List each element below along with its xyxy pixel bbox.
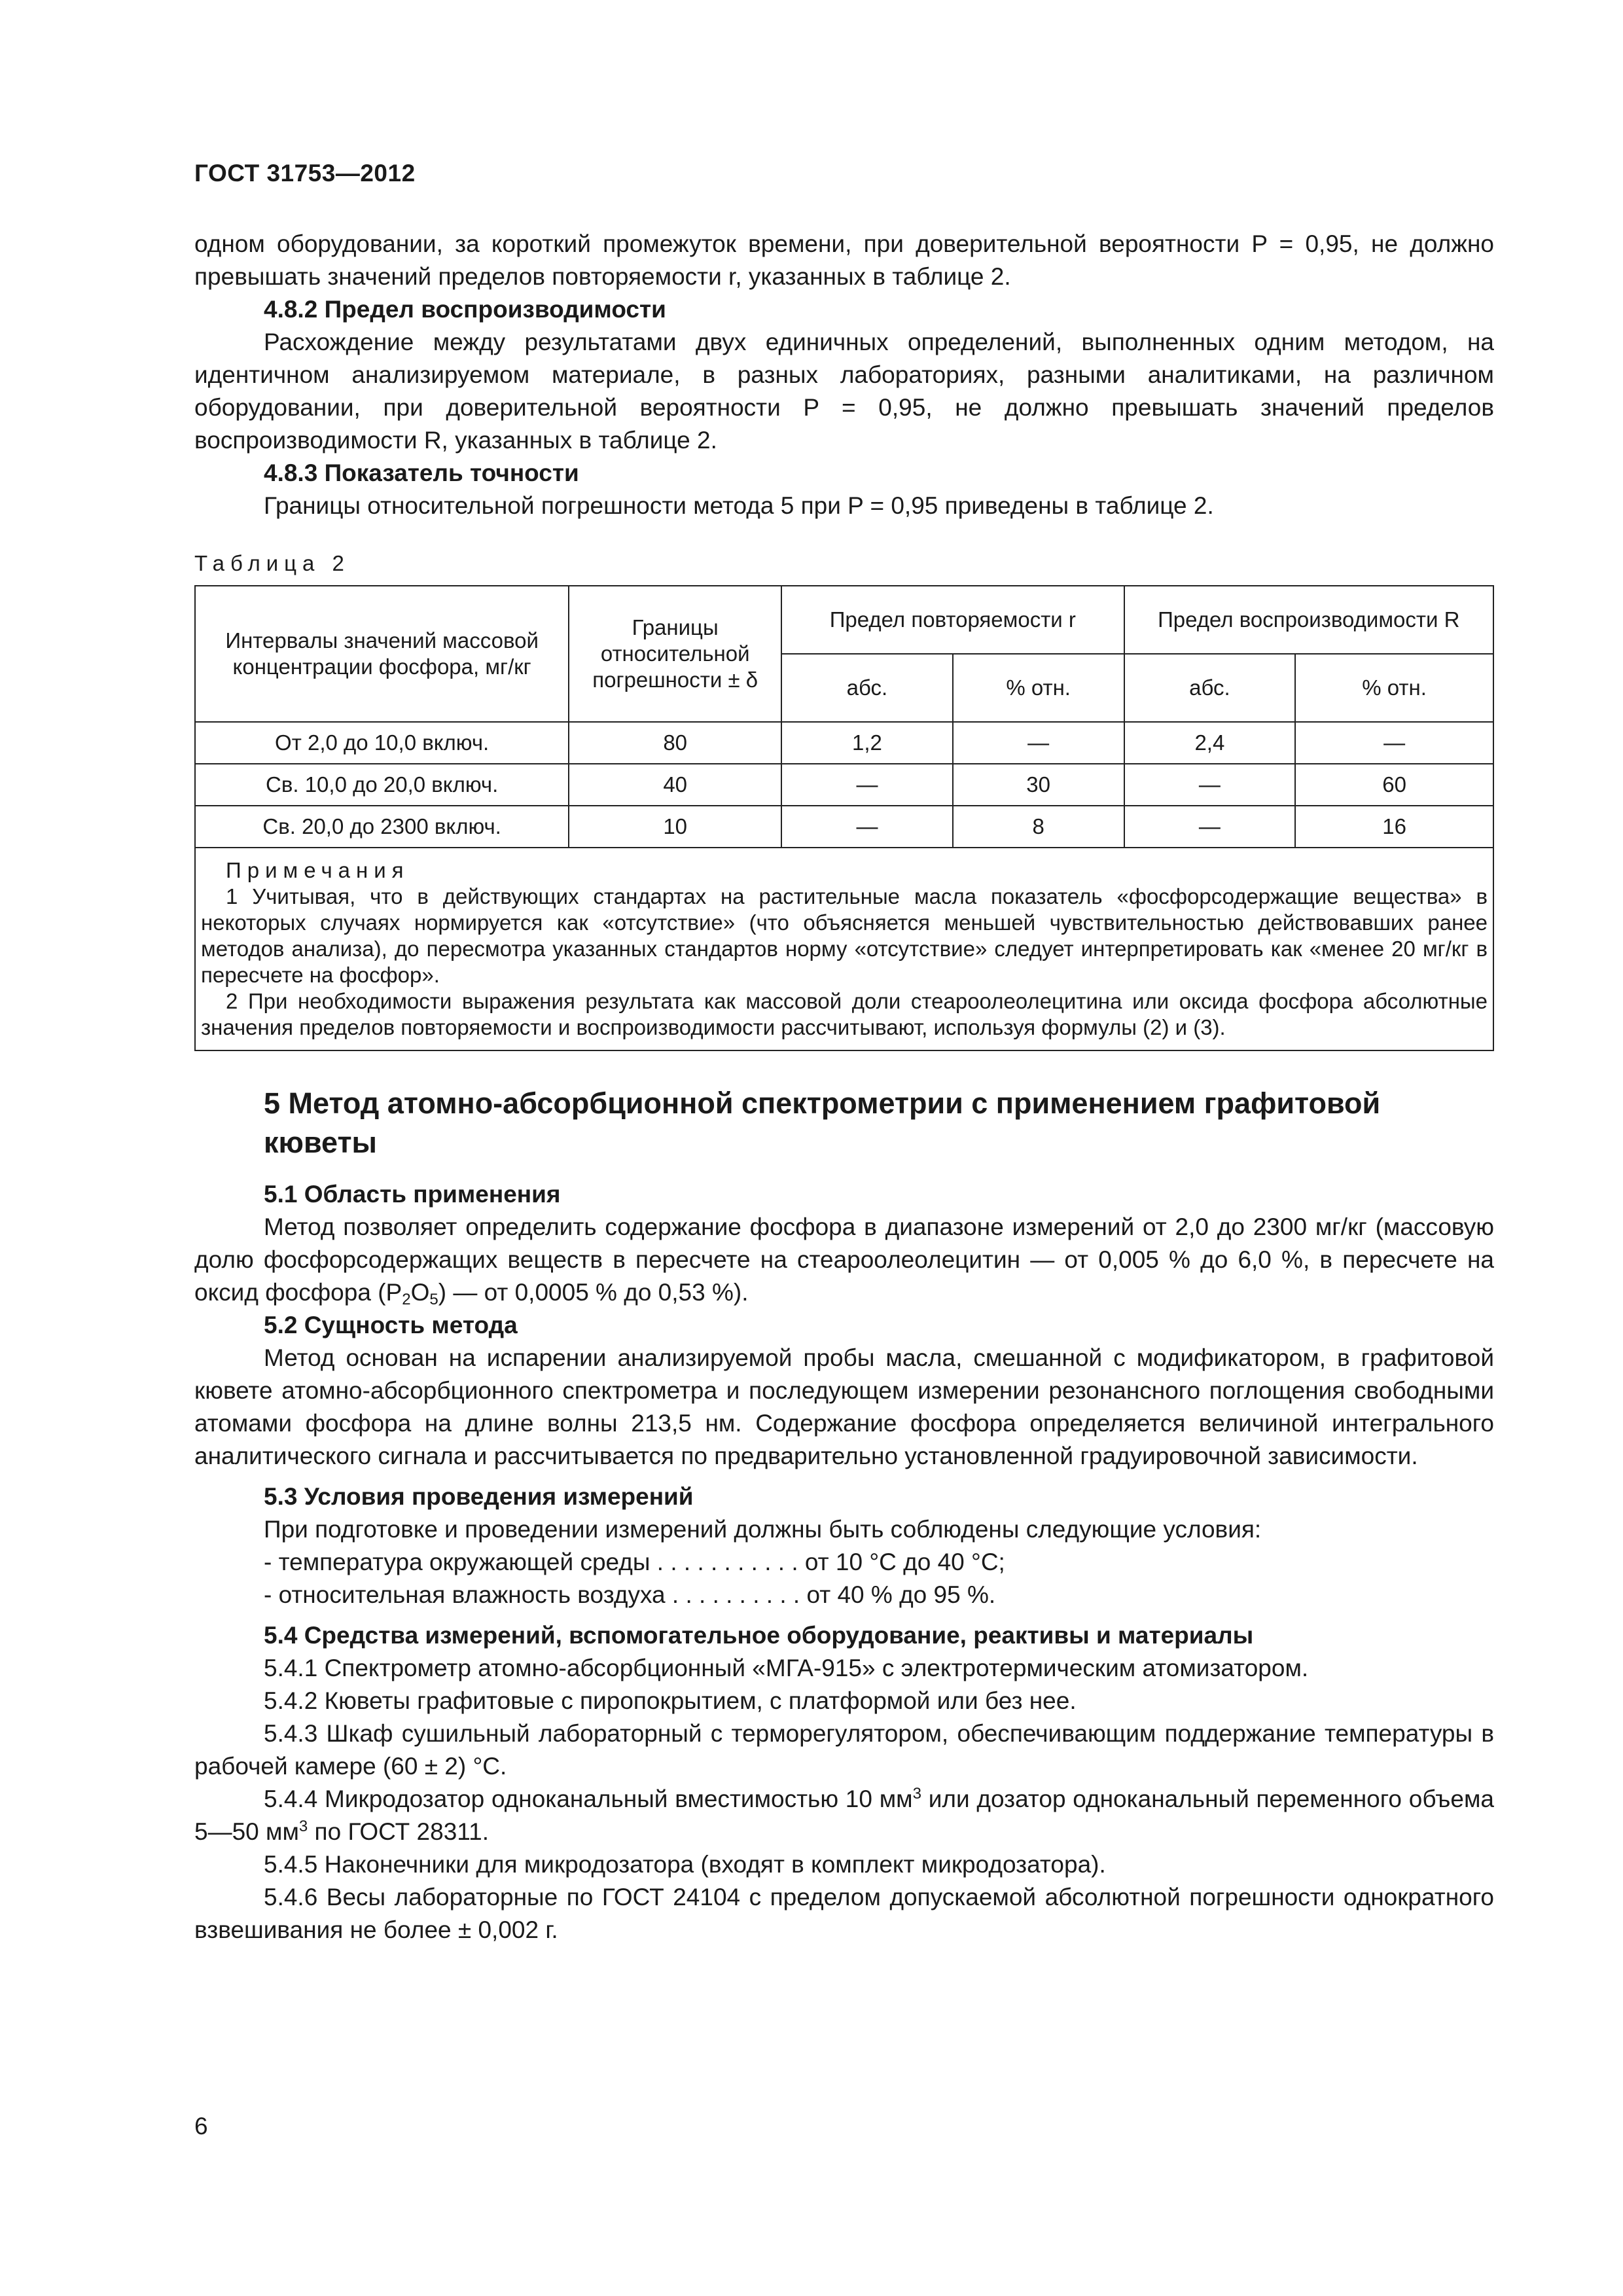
heading-5-2: 5.2 Сущность метода bbox=[264, 1312, 518, 1338]
heading-4-8-2: 4.8.2 Предел воспроизводимости bbox=[264, 296, 666, 323]
cell-error: 10 bbox=[569, 806, 781, 848]
table-row bbox=[195, 764, 1493, 806]
cell-r-rel: 8 bbox=[953, 806, 1124, 848]
cell-r-abs: — bbox=[781, 764, 953, 806]
notes-row bbox=[195, 848, 1493, 1050]
condition-temperature: - температура окружающей среды . . . . . . . . . . . от 10 °С до 40 °С; bbox=[264, 1549, 1005, 1575]
note-1: 1 Учитывая, что в действующих стандартах на растительные масла показатель «фосфорсодержащие вещества» в некоторых случаях нормируется как «отсутствие» (что объясняется меньшей чувствительностью действовавших ранее методов анализа), до пересмотра указанных стандартов норму «отсутствие» следует интерпретировать как «менее 20 мг/кг в пересчете на фосфор». bbox=[201, 884, 1488, 987]
superscript: 3 bbox=[912, 1784, 921, 1803]
table-row bbox=[195, 722, 1493, 764]
item-5-4-6: 5.4.6 Весы лабораторные по ГОСТ 24104 с пределом допускаемой абсолютной погрешности однократного взвешивания не более ± 0,002 г. bbox=[194, 1884, 1494, 1943]
cell-interval: Св. 10,0 до 20,0 включ. bbox=[195, 764, 569, 806]
header-interval: Интервалы значений массовой концентрации фосфора, мг/кг bbox=[195, 586, 569, 722]
cell-R-rel: 60 bbox=[1295, 764, 1493, 806]
subscript: 5 bbox=[429, 1291, 438, 1308]
cell-R-abs: — bbox=[1124, 764, 1296, 806]
item-5-4-3: 5.4.3 Шкаф сушильный лабораторный с терморегулятором, обеспечивающим поддержание температуры в рабочей камере (60 ± 2) °С. bbox=[194, 1720, 1494, 1780]
document-header: ГОСТ 31753—2012 bbox=[194, 160, 416, 187]
cell-R-rel: 16 bbox=[1295, 806, 1493, 848]
cell-error: 80 bbox=[569, 722, 781, 764]
paragraph-5-2: Метод основан на испарении анализируемой пробы масла, смешанной с модификатором, в графитовой кювете атомно-абсорбционного спектрометра и последующем измерении резонансного поглощения свободными атомами фосфора на длине волны 213,5 нм. Содержание фосфора определяется величиной интегрального аналитического сигнала и рассчитывается по предварительно установленной градуировочной зависимости. bbox=[194, 1344, 1494, 1469]
notes-cell bbox=[195, 848, 1493, 1050]
superscript: 3 bbox=[298, 1817, 308, 1835]
cell-interval: Св. 20,0 до 2300 включ. bbox=[195, 806, 569, 848]
heading-5-4: 5.4 Средства измерений, вспомогательное оборудование, реактивы и материалы bbox=[264, 1622, 1254, 1649]
page-number: 6 bbox=[194, 2113, 208, 2140]
header-R-rel: % отн. bbox=[1295, 654, 1493, 722]
cell-R-rel: — bbox=[1295, 722, 1493, 764]
heading-5-1: 5.1 Область применения bbox=[264, 1181, 561, 1208]
section-5-title: 5 Метод атомно-абсорбционной спектрометрии с применением графитовой кюветы bbox=[264, 1086, 1381, 1159]
heading-5-3: 5.3 Условия проведения измерений bbox=[264, 1483, 694, 1510]
condition-humidity: - относительная влажность воздуха . . . . . . . . . . от 40 % до 95 %. bbox=[264, 1581, 996, 1608]
cell-R-abs: — bbox=[1124, 806, 1296, 848]
precision-table bbox=[194, 585, 1494, 1051]
page-body bbox=[194, 228, 1494, 1946]
item-5-4-4 bbox=[194, 1783, 1494, 1848]
cell-r-rel: — bbox=[953, 722, 1124, 764]
header-R-abs: абс. bbox=[1124, 654, 1296, 722]
paragraph-4-8-2: Расхождение между результатами двух единичных определений, выполненных одним методом, на идентичном анализируемом материале, в разных лабораториях, разными аналитиками, на различном оборудовании, при доверительной вероятности P = 0,95, не должно превышать значений пределов воспроизводимости R, указанных в таблице 2. bbox=[194, 329, 1494, 454]
item-5-4-1: 5.4.1 Спектрометр атомно-абсорбционный «МГА-915» с электротермическим атомизатором. bbox=[264, 1655, 1309, 1681]
text-fragment: O bbox=[410, 1279, 430, 1306]
text-fragment: ) — от 0,0005 % до 0,53 %). bbox=[438, 1279, 749, 1306]
text-fragment: по ГОСТ 28311. bbox=[308, 1818, 489, 1845]
text-fragment: 5.4.4 Микродозатор одноканальный вместимостью 10 мм bbox=[264, 1785, 913, 1812]
notes-title: Примечания bbox=[226, 858, 410, 882]
heading-4-8-3: 4.8.3 Показатель точности bbox=[264, 459, 579, 486]
cell-interval: От 2,0 до 10,0 включ. bbox=[195, 722, 569, 764]
header-r-abs: абс. bbox=[781, 654, 953, 722]
table-row bbox=[195, 806, 1493, 848]
cell-r-rel: 30 bbox=[953, 764, 1124, 806]
paragraph-4-8-3: Границы относительной погрешности метода 5 при P = 0,95 приведены в таблице 2. bbox=[264, 492, 1214, 519]
header-error: Границы относительной погрешности ± δ bbox=[569, 586, 781, 722]
cell-r-abs: 1,2 bbox=[781, 722, 953, 764]
item-5-4-2: 5.4.2 Кюветы графитовые с пиропокрытием, с платформой или без нее. bbox=[264, 1687, 1077, 1714]
header-reproducibility: Предел воспроизводимости R bbox=[1124, 586, 1494, 654]
subscript: 2 bbox=[402, 1291, 411, 1308]
continuation-paragraph: одном оборудовании, за короткий промежуток времени, при доверительной вероятности P = 0,95, не должно превышать значений пределов повторяемости r, указанных в таблице 2. bbox=[194, 230, 1494, 290]
paragraph-5-3: При подготовке и проведении измерений должны быть соблюдены следующие условия: bbox=[264, 1516, 1262, 1543]
cell-R-abs: 2,4 bbox=[1124, 722, 1296, 764]
cell-r-abs: — bbox=[781, 806, 953, 848]
text-fragment: Метод позволяет определить содержание фосфора в диапазоне измерений от 2,0 до 2300 мг/кг (массовую долю фосфорсодержащих веществ в пересчете на стеароолеолецитин — от 0,005 % до 6,0 %, в пересчете на оксид фосфора (P bbox=[194, 1213, 1494, 1306]
paragraph-5-1 bbox=[194, 1211, 1494, 1309]
note-2: 2 При необходимости выражения результата как массовой доли стеароолеолецитина или оксида фосфора абсолютные значения пределов повторяемости и воспроизводимости рассчитывают, используя формулы (2) и (3). bbox=[201, 989, 1488, 1039]
header-repeatability: Предел повторяемости r bbox=[781, 586, 1124, 654]
cell-error: 40 bbox=[569, 764, 781, 806]
item-5-4-5: 5.4.5 Наконечники для микродозатора (входят в комплект микродозатора). bbox=[264, 1851, 1106, 1878]
text-fragment: или дозатор одноканальный переменного объема 5—50 мм bbox=[194, 1785, 1494, 1845]
table-caption: Таблица 2 bbox=[194, 551, 350, 575]
header-r-rel: % отн. bbox=[953, 654, 1124, 722]
